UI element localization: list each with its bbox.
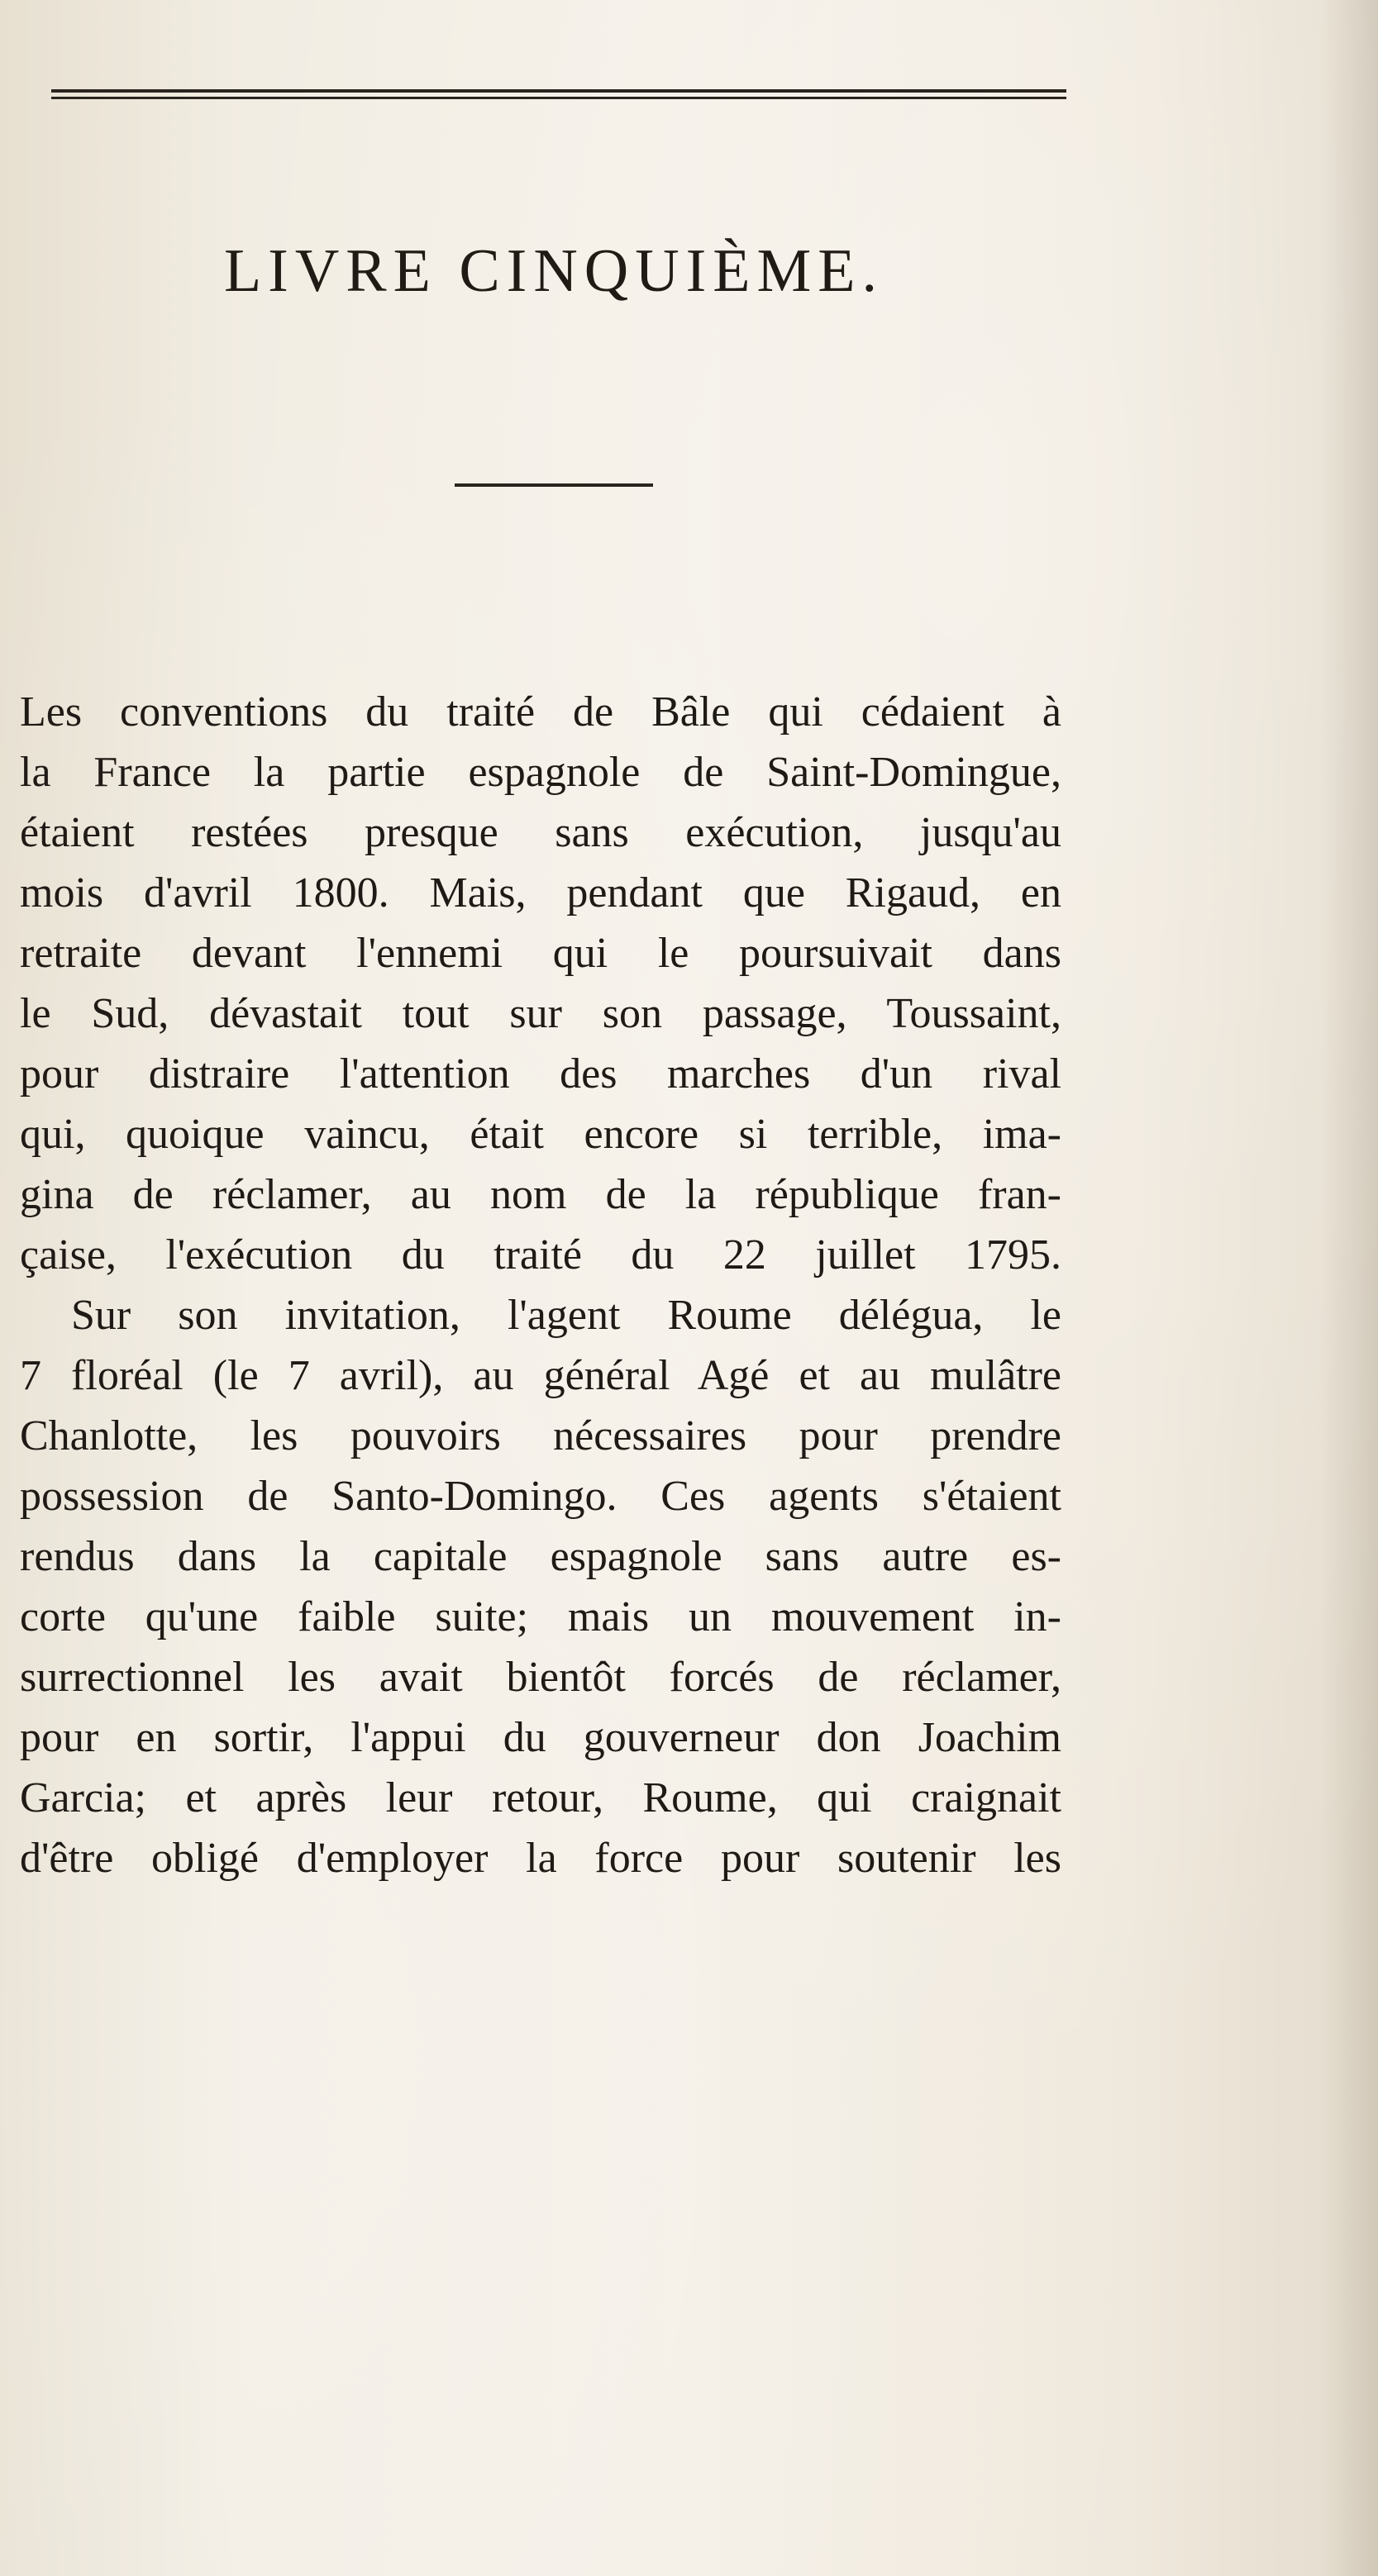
text-line: gina de réclamer, au nom de la république fran- (20, 1171, 1061, 1218)
body-text (20, 682, 1061, 1888)
text-line: rendus dans la capitale espagnole sans autre es- (20, 1533, 1061, 1580)
text-line: qui, quoique vaincu, était encore si terrible, ima- (20, 1111, 1061, 1158)
text-line: pour distraire l'attention des marches d'un rival (20, 1050, 1061, 1098)
text-line: Chanlotte, les pouvoirs nécessaires pour prendre (20, 1412, 1061, 1459)
title-separator-rule (455, 483, 653, 487)
header-rule-thick (51, 89, 1066, 93)
text-line: Garcia; et après leur retour, Roume, qui craignait (20, 1774, 1061, 1821)
text-line: d'être obligé d'employer la force pour soutenir les (20, 1835, 1061, 1882)
text-line: surrectionnel les avait bientôt forcés de réclamer, (20, 1654, 1061, 1701)
header-rule-thin (51, 97, 1066, 99)
paragraph-2 (20, 1285, 1061, 1888)
text-line: corte qu'une faible suite; mais un mouvement in- (20, 1593, 1061, 1640)
paragraph-1 (20, 682, 1061, 1285)
text-line: retraite devant l'ennemi qui le poursuivait dans (20, 930, 1061, 977)
text-line: 7 floréal (le 7 avril), au général Agé et au mulâtre (20, 1352, 1061, 1399)
page-edge-shadow (1320, 0, 1378, 2576)
header-double-rule (51, 89, 1066, 101)
text-line: mois d'avril 1800. Mais, pendant que Rigaud, en (20, 869, 1061, 917)
text-line: étaient restées presque sans exécution, jusqu'au (20, 809, 1061, 856)
text-line: la France la partie espagnole de Saint-Domingue, (20, 749, 1061, 796)
text-line: le Sud, dévastait tout sur son passage, Toussaint, (20, 990, 1061, 1037)
text-line: pour en sortir, l'appui du gouverneur don Joachim (20, 1714, 1061, 1761)
text-line: possession de Santo-Domingo. Ces agents s'étaient (20, 1473, 1061, 1520)
text-line: çaise, l'exécution du traité du 22 juillet 1795. (20, 1231, 1061, 1278)
chapter-title: LIVRE CINQUIÈME. (223, 237, 884, 305)
text-line: Les conventions du traité de Bâle qui cédaient à (20, 688, 1061, 736)
text-line: Sur son invitation, l'agent Roume délégua, le (71, 1292, 1061, 1339)
